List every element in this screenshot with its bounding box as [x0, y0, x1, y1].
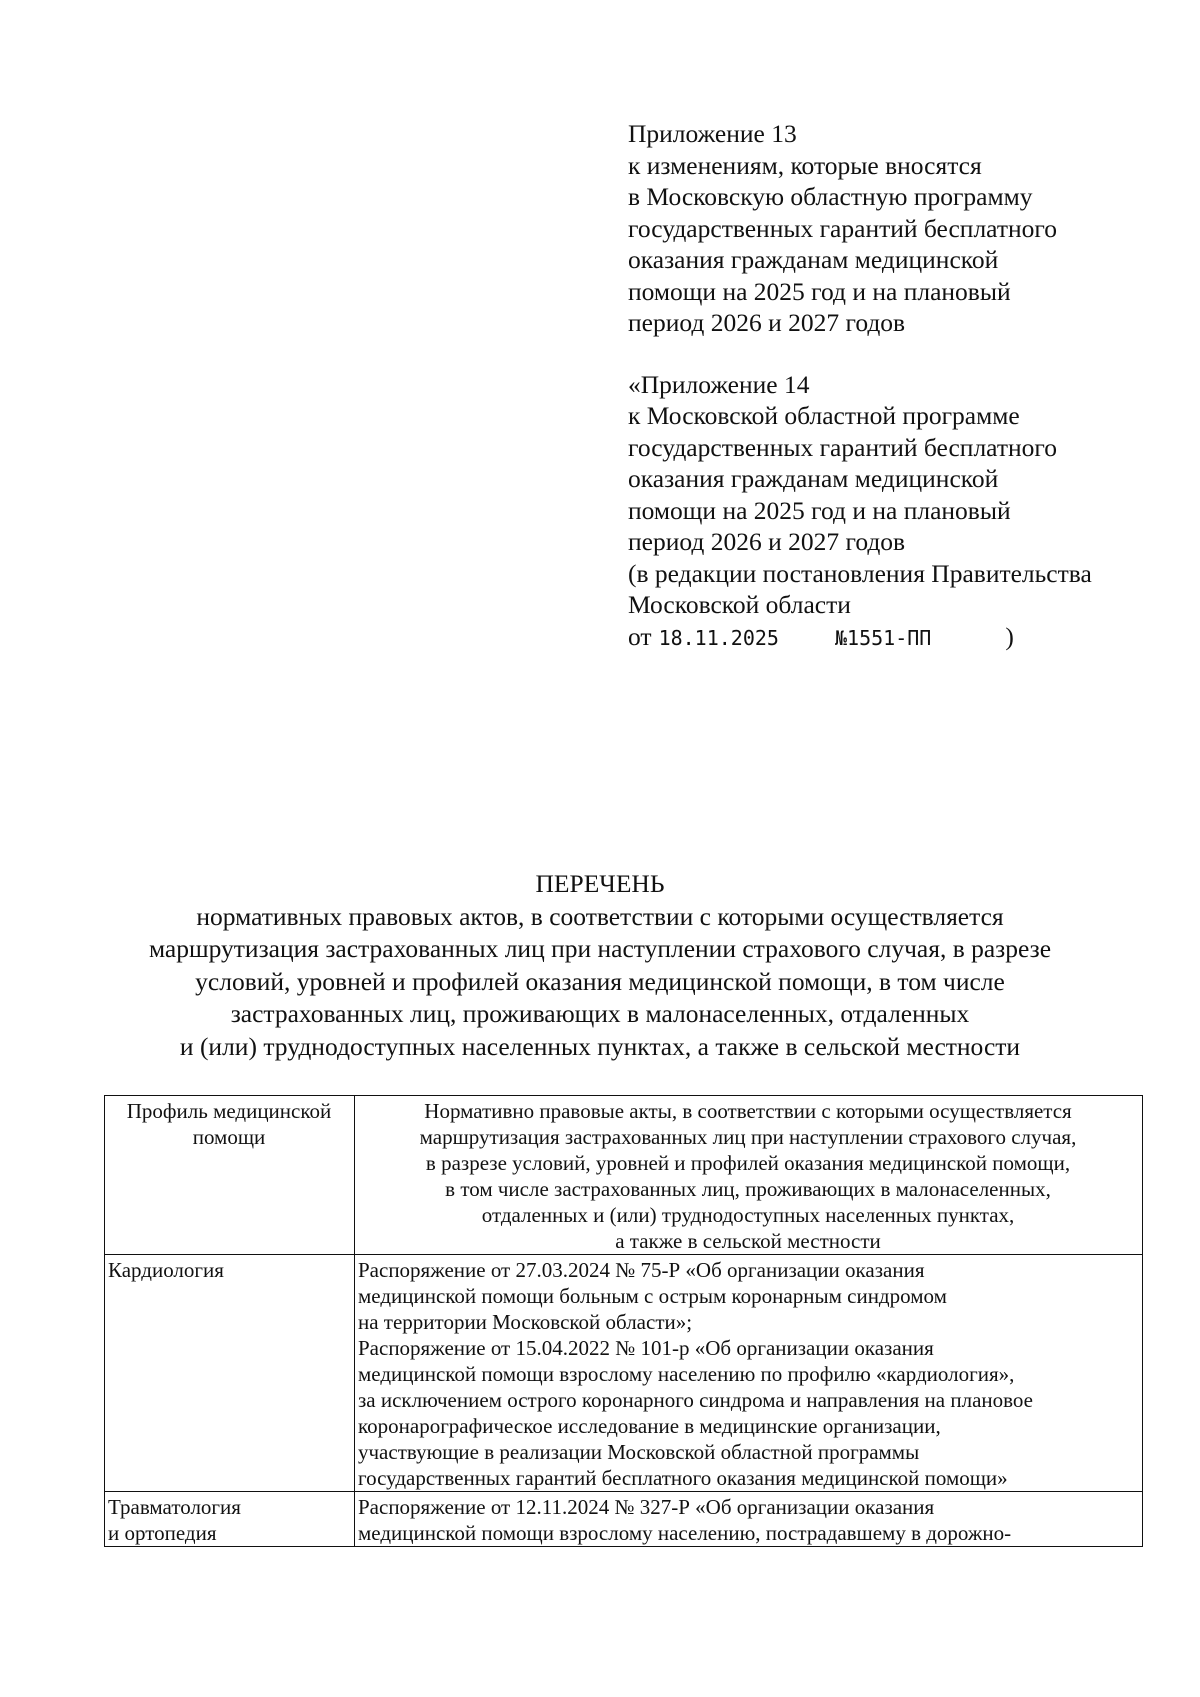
header-text-line: Профиль медицинской — [126, 1099, 332, 1123]
document-subtitle-line: маршрутизация застрахованных лиц при наступлении страхового случая, в разрезе — [148, 934, 1052, 963]
header-text-line: маршрутизация застрахованных лиц при наступлении страхового случая, — [419, 1125, 1077, 1149]
act-text-line: медицинской помощи взрослому населению, пострадавшему в дорожно- — [358, 1521, 1012, 1545]
appendix-13-block — [628, 118, 1188, 654]
appendix-14-line: Московской области — [628, 590, 851, 619]
appendix-13-title: Приложение 13 — [628, 119, 797, 148]
act-text-line: на территории Московской области»; — [358, 1310, 693, 1334]
appendix-14-title: «Приложение 14 — [628, 369, 810, 399]
header-cell-profile — [105, 1096, 355, 1255]
profile-name: Травматология — [108, 1495, 241, 1519]
act-text-line: участвующие в реализации Московской областной программы — [358, 1440, 920, 1464]
appendix-14-line: период 2026 и 2027 годов — [628, 527, 906, 556]
profile-cell — [105, 1492, 355, 1547]
act-text-line: медицинской помощи взрослому населению по профилю «кардиология», — [358, 1362, 1015, 1386]
appendix-13-line: оказания гражданам медицинской — [628, 245, 999, 274]
table-header-row — [105, 1096, 1143, 1255]
routing-acts-table — [104, 1095, 1143, 1547]
closing-parenthesis: ) — [1005, 621, 1014, 651]
header-text-line: Нормативно правовые акты, в соответствии с которыми осуществляется — [424, 1099, 1072, 1123]
appendix-14-line: к Московской областной программе — [628, 401, 1020, 430]
document-subtitle-line: условий, уровней и профилей оказания медицинской помощи, в том числе — [195, 966, 1005, 996]
act-text-line: коронарографическое исследование в медицинские организации, — [358, 1414, 941, 1438]
document-subtitle-line: и (или) труднодоступных населенных пунктах, а также в сельской местности — [179, 1031, 1021, 1061]
appendix-13-line: в Московскую областную программу — [628, 182, 1033, 211]
header-cell-acts — [355, 1096, 1143, 1255]
acts-cell — [355, 1255, 1143, 1492]
header-text-line: в том числе застрахованных лиц, проживающих в малонаселенных, — [445, 1177, 1051, 1201]
resolution-reference — [628, 621, 1188, 655]
appendix-14-line: государственных гарантий бесплатного — [628, 432, 1057, 462]
profile-cell — [105, 1255, 355, 1492]
appendix-13-line: период 2026 и 2027 годов — [628, 308, 906, 337]
header-text-line: отдаленных и (или) труднодоступных населенных пунктах, — [481, 1203, 1015, 1227]
appendix-13-line: государственных гарантий бесплатного — [628, 213, 1057, 243]
act-text-line: Распоряжение от 15.04.2022 № 101-р «Об организации оказания — [358, 1336, 934, 1360]
document-title — [60, 868, 1140, 1063]
appendix-14-line: (в редакции постановления Правительства — [628, 558, 1092, 588]
act-text-line: за исключением острого коронарного синдрома и направления на плановое — [358, 1388, 1033, 1412]
header-text-line: а также в сельской местности — [615, 1229, 881, 1253]
appendix-13-line: помощи на 2025 год и на плановый — [628, 276, 1011, 306]
profile-name: Кардиология — [108, 1258, 224, 1282]
resolution-date: 18.11.2025 — [658, 625, 779, 650]
table-row — [105, 1492, 1143, 1547]
document-heading: ПЕРЕЧЕНЬ — [535, 869, 665, 898]
header-text-line: в разрезе условий, уровней и профилей оказания медицинской помощи, — [425, 1151, 1071, 1175]
profile-name: и ортопедия — [108, 1521, 217, 1545]
document-subtitle-line: нормативных правовых актов, в соответствии с которыми осуществляется — [196, 901, 1004, 931]
appendix-14-line: помощи на 2025 год и на плановый — [628, 495, 1011, 525]
appendix-13-line: к изменениям, которые вносятся — [628, 150, 982, 180]
act-text-line: медицинской помощи больным с острым коронарным синдромом — [358, 1284, 947, 1308]
header-text-line: помощи — [192, 1125, 266, 1149]
table-row — [105, 1255, 1143, 1492]
act-text-line: государственных гарантий бесплатного оказания медицинской помощи» — [358, 1466, 1008, 1490]
appendix-14-line: оказания гражданам медицинской — [628, 464, 999, 493]
act-text-line: Распоряжение от 27.03.2024 № 75-Р «Об организации оказания — [358, 1258, 925, 1282]
act-text-line: Распоряжение от 12.11.2024 № 327-Р «Об организации оказания — [358, 1495, 935, 1519]
resolution-number: №1551-ПП — [834, 625, 932, 650]
block-spacer — [628, 339, 1188, 369]
document-subtitle-line: застрахованных лиц, проживающих в малонаселенных, отдаленных — [230, 999, 970, 1028]
from-label: от — [628, 621, 652, 651]
acts-cell — [355, 1492, 1143, 1547]
